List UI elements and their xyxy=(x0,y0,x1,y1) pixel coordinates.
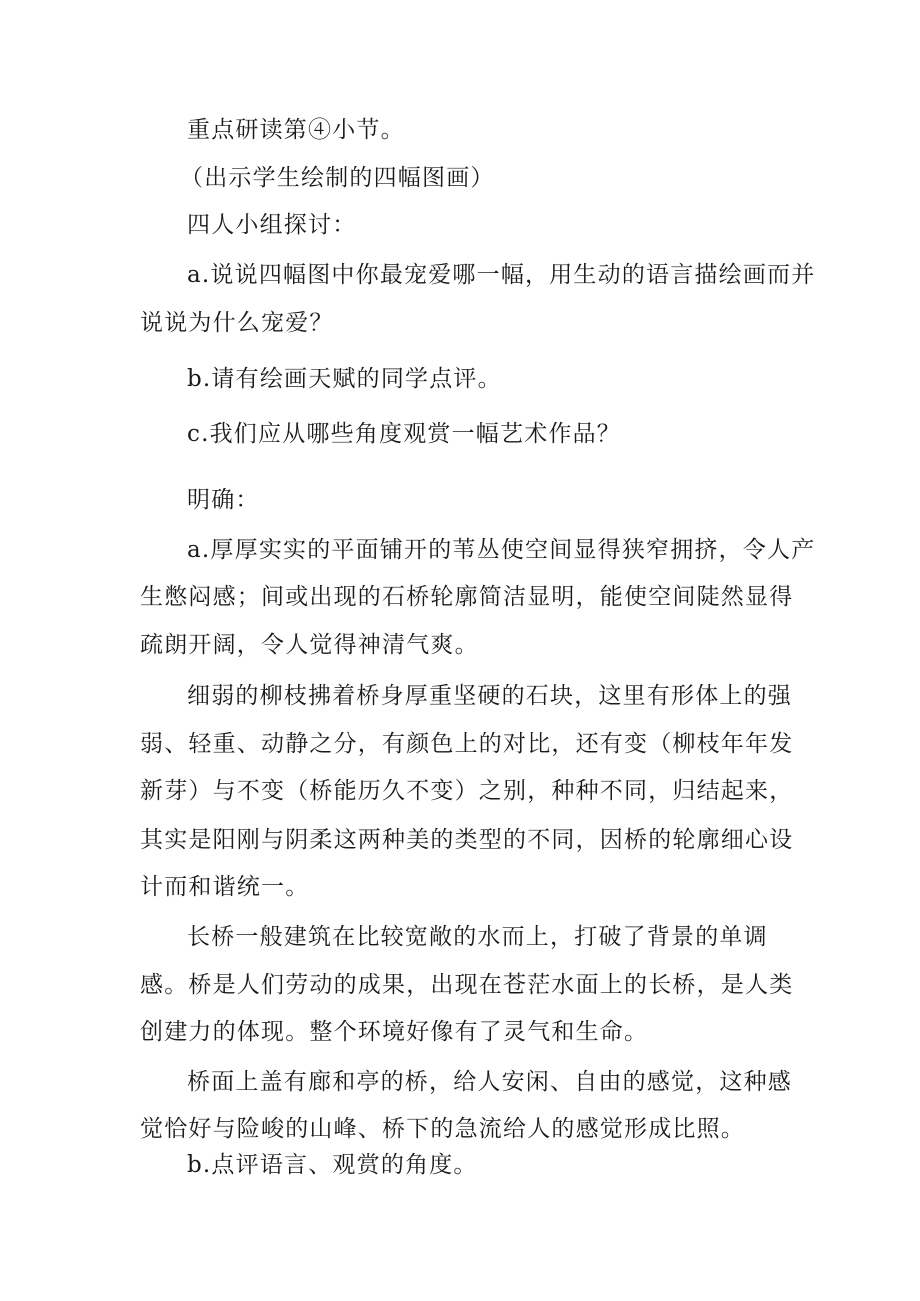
paragraph-long-bridge-line-3: 创建力的体现。整个环境好像有了灵气和生命。 xyxy=(140,1019,649,1045)
clarification-heading: 明确： xyxy=(187,487,260,513)
paragraph-willow-line-2: 弱、轻重、动静之分，有颜色上的对比，还有变（柳枝年年发 xyxy=(140,731,794,757)
paragraph-pavilion-line-1: 桥面上盖有廊和亭的桥，给人安闲、自由的感觉，这种感 xyxy=(187,1069,792,1095)
section-heading: 重点研读第④小节。 xyxy=(187,117,405,143)
task-a-line-1: a.说说四幅图中你最宠爱哪一幅，用生动的语言描绘画而并 xyxy=(187,262,816,288)
stage-direction: （出示学生绘制的四幅图画） xyxy=(180,165,495,191)
group-task-heading: 四人小组探讨： xyxy=(187,212,357,238)
paragraph-willow-line-5: 计而和谐统一。 xyxy=(140,874,310,900)
paragraph-long-bridge-line-2: 感。桥是人们劳动的成果，出现在苍茫水面上的长桥，是人类 xyxy=(140,972,794,998)
task-c: c.我们应从哪些角度观赏一幅艺术作品？ xyxy=(187,421,621,447)
answer-a-line-2: 生憋闷感；间或出现的石桥轮廓简洁显明，能使空间陡然显得 xyxy=(140,584,794,610)
paragraph-willow-line-4: 其实是阳刚与阴柔这两种美的类型的不同，因桥的轮廓细心设 xyxy=(140,827,794,853)
task-a-line-2: 说说为什么宠爱？ xyxy=(140,310,334,336)
paragraph-long-bridge-line-1: 长桥一般建筑在比较宽敞的水而上，打破了背景的单调 xyxy=(187,924,768,950)
answer-a-line-3: 疏朗开阔，令人觉得神清气爽。 xyxy=(140,632,479,658)
paragraph-willow-line-1: 细弱的柳枝拂着桥身厚重坚硬的石块，这里有形体上的强 xyxy=(187,683,792,709)
task-b: b.请有绘画天赋的同学点评。 xyxy=(187,366,502,392)
paragraph-pavilion-line-2: 觉恰好与险峻的山峰、桥下的急流给人的感觉形成比照。 xyxy=(140,1116,745,1142)
answer-a-line-1: a.厚厚实实的平面铺开的苇丛使空间显得狭窄拥挤，令人产 xyxy=(187,537,816,563)
paragraph-willow-line-3: 新芽）与不变（桥能历久不变）之别，种种不同，归结起来， xyxy=(140,778,794,804)
answer-b: b.点评语言、观赏的角度。 xyxy=(187,1152,478,1178)
